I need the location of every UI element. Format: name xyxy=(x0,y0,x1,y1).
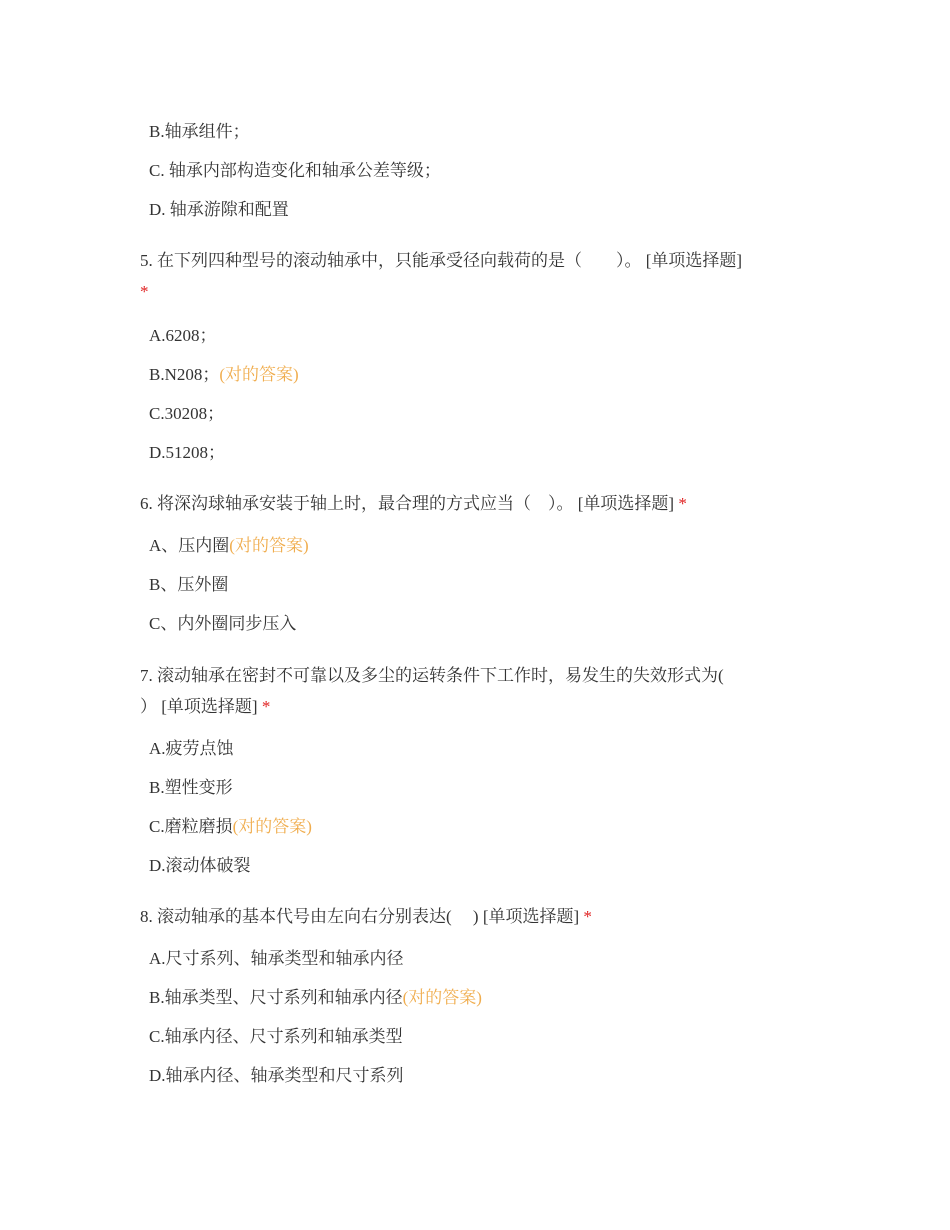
option-text: B.轴承类型、尺寸系列和轴承内径 xyxy=(149,988,403,1007)
option-text: A.尺寸系列、轴承类型和轴承内径 xyxy=(149,949,404,968)
option-text: B.轴承组件； xyxy=(149,122,250,141)
option-text: D.51208； xyxy=(149,443,226,462)
required-marker: * xyxy=(678,494,687,513)
required-marker: * xyxy=(583,907,592,926)
option-text: D.滚动体破裂 xyxy=(149,856,251,875)
correct-answer-marker: (对的答案) xyxy=(229,536,309,555)
option-8-b xyxy=(149,987,482,1009)
option-7-c xyxy=(149,816,312,838)
option-7-a xyxy=(149,738,234,760)
question-6-title xyxy=(140,493,687,515)
option-5-c xyxy=(149,403,224,425)
option-text: C.轴承内径、尺寸系列和轴承类型 xyxy=(149,1027,403,1046)
option-text: C、内外圈同步压入 xyxy=(149,614,297,633)
option-text: C. 轴承内部构造变化和轴承公差等级； xyxy=(149,161,441,180)
option-text: D.轴承内径、轴承类型和尺寸系列 xyxy=(149,1066,404,1085)
question-text: 6. 将深沟球轴承安装于轴上时，最合理的方式应当（ ）。 [单项选择题] xyxy=(140,494,675,513)
option-text: A、压内圈 xyxy=(149,536,230,555)
option-8-a xyxy=(149,948,404,970)
option-text: C.30208； xyxy=(149,404,225,423)
option-text: C.磨粒磨损 xyxy=(149,817,233,836)
question-5-required xyxy=(140,281,149,303)
question-text: 5. 在下列四种型号的滚动轴承中，只能承受径向载荷的是（ ）。 [单项选择题] xyxy=(140,251,743,270)
question-7-title xyxy=(140,665,724,687)
question-5-title xyxy=(140,250,742,272)
question-text: 8. 滚动轴承的基本代号由左向右分别表达( ) [单项选择题] xyxy=(140,907,580,926)
option-text: A.疲劳点蚀 xyxy=(149,739,234,758)
option-7-b xyxy=(149,777,233,799)
option-5-a xyxy=(149,325,217,347)
option-4-b xyxy=(149,121,250,143)
option-text: A.6208； xyxy=(149,326,217,345)
question-8-title xyxy=(140,906,592,928)
correct-answer-marker: (对的答案) xyxy=(219,365,299,384)
required-marker: * xyxy=(140,282,149,301)
required-marker: * xyxy=(261,697,271,716)
question-7-title-cont xyxy=(140,696,270,718)
option-text: B.塑性变形 xyxy=(149,778,233,797)
option-6-b xyxy=(149,574,228,596)
option-8-d xyxy=(149,1065,404,1087)
option-4-c xyxy=(149,160,441,182)
option-7-d xyxy=(149,855,251,877)
option-text: B.N208； xyxy=(149,365,220,384)
option-text: D. 轴承游隙和配置 xyxy=(149,200,289,219)
option-6-c xyxy=(149,613,296,635)
option-4-d xyxy=(149,199,289,221)
option-8-c xyxy=(149,1026,403,1048)
option-text: B、压外圈 xyxy=(149,575,229,594)
correct-answer-marker: (对的答案) xyxy=(402,988,482,1007)
correct-answer-marker: (对的答案) xyxy=(232,817,312,836)
question-text: 7. 滚动轴承在密封不可靠以及多尘的运转条件下工作时，易发生的失效形式为( xyxy=(140,666,724,685)
option-5-d xyxy=(149,442,225,464)
question-text: ） [单项选择题] xyxy=(140,697,258,716)
option-6-a xyxy=(149,535,309,557)
option-5-b xyxy=(149,364,299,386)
